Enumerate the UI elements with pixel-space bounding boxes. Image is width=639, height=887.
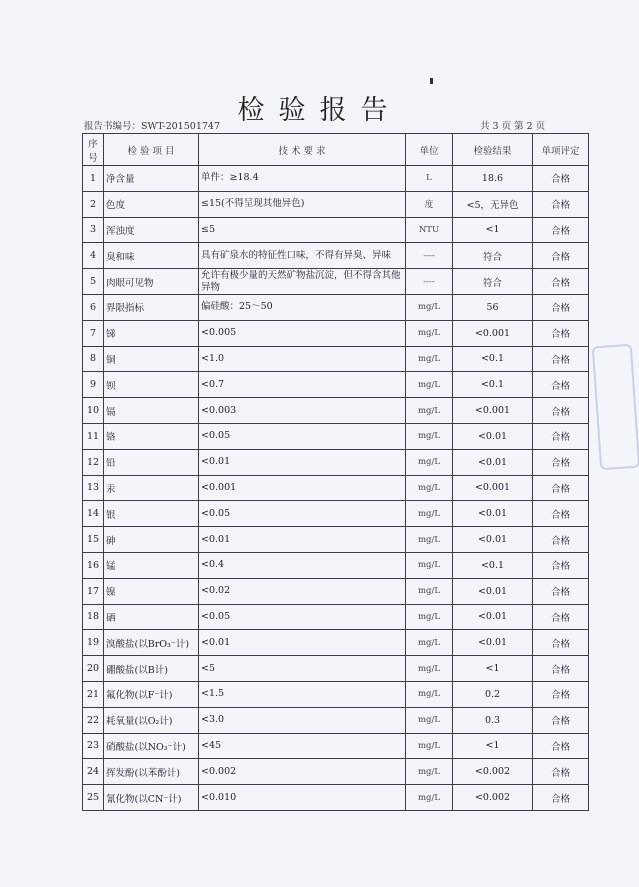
cell-unit: mg/L — [406, 475, 453, 501]
cell-result: <0.01 — [453, 423, 533, 449]
cell-unit: mg/L — [406, 423, 453, 449]
cell-result: 0.3 — [453, 707, 533, 733]
cell-verdict: 合格 — [533, 166, 589, 192]
cell-unit: mg/L — [406, 578, 453, 604]
cell-unit: mg/L — [406, 398, 453, 424]
cell-requirement: <0.005 — [199, 320, 406, 346]
cell-unit: mg/L — [406, 372, 453, 398]
cell-verdict: 合格 — [533, 269, 589, 295]
table-row — [83, 294, 589, 320]
cell-result: <5，无异色 — [453, 191, 533, 217]
cell-item: 界限指标 — [104, 294, 199, 320]
cell-requirement: <0.01 — [199, 527, 406, 553]
table-row — [83, 552, 589, 578]
cell-verdict: 合格 — [533, 681, 589, 707]
cell-item: 镍 — [104, 578, 199, 604]
cell-verdict: 合格 — [533, 578, 589, 604]
cell-no: 3 — [83, 217, 104, 243]
cell-requirement: <0.01 — [199, 630, 406, 656]
table-row — [83, 320, 589, 346]
cell-no: 14 — [83, 501, 104, 527]
cell-result: <1 — [453, 733, 533, 759]
cell-unit: mg/L — [406, 707, 453, 733]
cell-result: <0.01 — [453, 604, 533, 630]
cell-unit: mg/L — [406, 681, 453, 707]
table-row — [83, 449, 589, 475]
cell-item: 肉眼可见物 — [104, 269, 199, 295]
table-row — [83, 759, 589, 785]
cell-unit: mg/L — [406, 294, 453, 320]
table-row — [83, 681, 589, 707]
cell-no: 9 — [83, 372, 104, 398]
report-number: 报告书编号：SWT-201501747 — [84, 121, 220, 132]
cell-item: 镉 — [104, 398, 199, 424]
cell-verdict: 合格 — [533, 217, 589, 243]
cell-no: 1 — [83, 166, 104, 192]
table-row — [83, 346, 589, 372]
cell-requirement: <5 — [199, 656, 406, 682]
cell-item: 浑浊度 — [104, 217, 199, 243]
table-row — [83, 527, 589, 553]
cell-no: 6 — [83, 294, 104, 320]
cell-no: 19 — [83, 630, 104, 656]
cell-item: 银 — [104, 501, 199, 527]
cell-verdict: 合格 — [533, 733, 589, 759]
cell-result: <0.01 — [453, 578, 533, 604]
cell-result: <0.1 — [453, 346, 533, 372]
cell-no: 5 — [83, 269, 104, 295]
table-header-row — [83, 134, 589, 166]
cell-item: 耗氧量(以O₂计) — [104, 707, 199, 733]
cell-result: 符合 — [453, 243, 533, 269]
table-row — [83, 475, 589, 501]
cell-result: <0.001 — [453, 475, 533, 501]
table-row — [83, 656, 589, 682]
cell-item: 硝酸盐(以NO₃⁻计) — [104, 733, 199, 759]
cell-requirement: <0.001 — [199, 475, 406, 501]
table-row — [83, 578, 589, 604]
cell-no: 24 — [83, 759, 104, 785]
cell-result: <0.001 — [453, 320, 533, 346]
table-row — [83, 501, 589, 527]
cell-requirement: <0.02 — [199, 578, 406, 604]
page-count: 共 3 页 第 2 页 — [480, 121, 546, 132]
cell-verdict: 合格 — [533, 398, 589, 424]
table-row — [83, 191, 589, 217]
cell-requirement: <0.4 — [199, 552, 406, 578]
cell-verdict: 合格 — [533, 501, 589, 527]
cell-item: 挥发酚(以苯酚计) — [104, 759, 199, 785]
table-row — [83, 269, 589, 295]
table-row — [83, 604, 589, 630]
cell-item: 铜 — [104, 346, 199, 372]
cell-unit: mg/L — [406, 630, 453, 656]
table-row — [83, 630, 589, 656]
cell-verdict: 合格 — [533, 656, 589, 682]
cell-no: 21 — [83, 681, 104, 707]
col-header-no: 序号 — [83, 134, 104, 166]
cell-no: 16 — [83, 552, 104, 578]
seal-stamp — [592, 344, 639, 470]
cell-verdict: 合格 — [533, 604, 589, 630]
cell-unit: ---- — [406, 269, 453, 295]
cell-result: <1 — [453, 656, 533, 682]
table-row — [83, 785, 589, 811]
cell-unit: mg/L — [406, 604, 453, 630]
cell-item: 溴酸盐(以BrO₃⁻计) — [104, 630, 199, 656]
cell-verdict: 合格 — [533, 243, 589, 269]
cell-result: <0.1 — [453, 372, 533, 398]
cell-result: <0.01 — [453, 449, 533, 475]
cell-unit: mg/L — [406, 346, 453, 372]
table-body — [83, 166, 589, 811]
table-row — [83, 243, 589, 269]
cell-no: 22 — [83, 707, 104, 733]
cell-verdict: 合格 — [533, 527, 589, 553]
cell-unit: mg/L — [406, 785, 453, 811]
cell-item: 汞 — [104, 475, 199, 501]
col-header-item: 检 验 项 目 — [104, 134, 199, 166]
cell-requirement: <1.0 — [199, 346, 406, 372]
ink-mark — [430, 78, 433, 84]
cell-unit: mg/L — [406, 527, 453, 553]
cell-result: <0.1 — [453, 552, 533, 578]
cell-item: 色度 — [104, 191, 199, 217]
cell-requirement: <0.002 — [199, 759, 406, 785]
cell-result: <0.01 — [453, 501, 533, 527]
cell-no: 4 — [83, 243, 104, 269]
cell-unit: mg/L — [406, 320, 453, 346]
cell-verdict: 合格 — [533, 372, 589, 398]
col-header-verdict: 单项评定 — [533, 134, 589, 166]
cell-no: 8 — [83, 346, 104, 372]
cell-verdict: 合格 — [533, 475, 589, 501]
table-row — [83, 398, 589, 424]
cell-no: 10 — [83, 398, 104, 424]
cell-no: 17 — [83, 578, 104, 604]
cell-result: <0.002 — [453, 759, 533, 785]
table-row — [83, 733, 589, 759]
cell-unit: mg/L — [406, 552, 453, 578]
cell-item: 净含量 — [104, 166, 199, 192]
cell-requirement: 具有矿泉水的特征性口味，不得有异臭、异味 — [199, 243, 406, 269]
cell-verdict: 合格 — [533, 552, 589, 578]
cell-result: <1 — [453, 217, 533, 243]
cell-item: 铬 — [104, 423, 199, 449]
cell-no: 12 — [83, 449, 104, 475]
cell-no: 2 — [83, 191, 104, 217]
cell-requirement: 单件：≥18.4 — [199, 166, 406, 192]
cell-item: 硼酸盐(以B计) — [104, 656, 199, 682]
cell-unit: mg/L — [406, 656, 453, 682]
col-header-unit: 单位 — [406, 134, 453, 166]
cell-verdict: 合格 — [533, 759, 589, 785]
cell-unit: 度 — [406, 191, 453, 217]
cell-item: 硒 — [104, 604, 199, 630]
cell-verdict: 合格 — [533, 191, 589, 217]
cell-no: 11 — [83, 423, 104, 449]
report-title: 检验报告 — [237, 95, 402, 126]
cell-item: 氟化物(以F⁻计) — [104, 681, 199, 707]
cell-result: <0.01 — [453, 527, 533, 553]
table-row — [83, 217, 589, 243]
cell-verdict: 合格 — [533, 320, 589, 346]
cell-unit: mg/L — [406, 449, 453, 475]
cell-requirement: <0.05 — [199, 501, 406, 527]
cell-result: <0.01 — [453, 630, 533, 656]
cell-result: 符合 — [453, 269, 533, 295]
col-header-requirement: 技 术 要 求 — [199, 134, 406, 166]
cell-unit: mg/L — [406, 501, 453, 527]
cell-requirement: ≤5 — [199, 217, 406, 243]
cell-result: <0.001 — [453, 398, 533, 424]
table-row — [83, 166, 589, 192]
table-row — [83, 423, 589, 449]
cell-requirement: <45 — [199, 733, 406, 759]
cell-result: 18.6 — [453, 166, 533, 192]
cell-item: 钡 — [104, 372, 199, 398]
cell-requirement: <3.0 — [199, 707, 406, 733]
cell-requirement: <0.05 — [199, 604, 406, 630]
cell-no: 23 — [83, 733, 104, 759]
cell-no: 13 — [83, 475, 104, 501]
cell-unit: mg/L — [406, 733, 453, 759]
cell-item: 锑 — [104, 320, 199, 346]
cell-requirement: <0.01 — [199, 449, 406, 475]
col-header-result: 检验结果 — [453, 134, 533, 166]
cell-no: 18 — [83, 604, 104, 630]
cell-result: 0.2 — [453, 681, 533, 707]
cell-requirement: <0.003 — [199, 398, 406, 424]
cell-requirement: 允许有极少量的天然矿物盐沉淀，但不得含其他异物 — [199, 269, 406, 295]
cell-item: 砷 — [104, 527, 199, 553]
cell-item: 氰化物(以CN⁻计) — [104, 785, 199, 811]
cell-unit: L — [406, 166, 453, 192]
cell-item: 铅 — [104, 449, 199, 475]
cell-requirement: <0.7 — [199, 372, 406, 398]
cell-verdict: 合格 — [533, 294, 589, 320]
cell-no: 25 — [83, 785, 104, 811]
cell-requirement: ≤15(不得呈现其他异色) — [199, 191, 406, 217]
cell-item: 臭和味 — [104, 243, 199, 269]
cell-verdict: 合格 — [533, 423, 589, 449]
cell-verdict: 合格 — [533, 785, 589, 811]
table-row — [83, 372, 589, 398]
cell-verdict: 合格 — [533, 449, 589, 475]
cell-result: 56 — [453, 294, 533, 320]
cell-unit: mg/L — [406, 759, 453, 785]
cell-verdict: 合格 — [533, 346, 589, 372]
cell-no: 15 — [83, 527, 104, 553]
cell-requirement: 偏硅酸：25～50 — [199, 294, 406, 320]
cell-verdict: 合格 — [533, 630, 589, 656]
cell-verdict: 合格 — [533, 707, 589, 733]
cell-requirement: <0.05 — [199, 423, 406, 449]
inspection-table — [82, 133, 589, 811]
cell-no: 7 — [83, 320, 104, 346]
cell-requirement: <0.010 — [199, 785, 406, 811]
cell-unit: ---- — [406, 243, 453, 269]
cell-requirement: <1.5 — [199, 681, 406, 707]
cell-item: 锰 — [104, 552, 199, 578]
cell-no: 20 — [83, 656, 104, 682]
table-row — [83, 707, 589, 733]
cell-result: <0.002 — [453, 785, 533, 811]
cell-unit: NTU — [406, 217, 453, 243]
